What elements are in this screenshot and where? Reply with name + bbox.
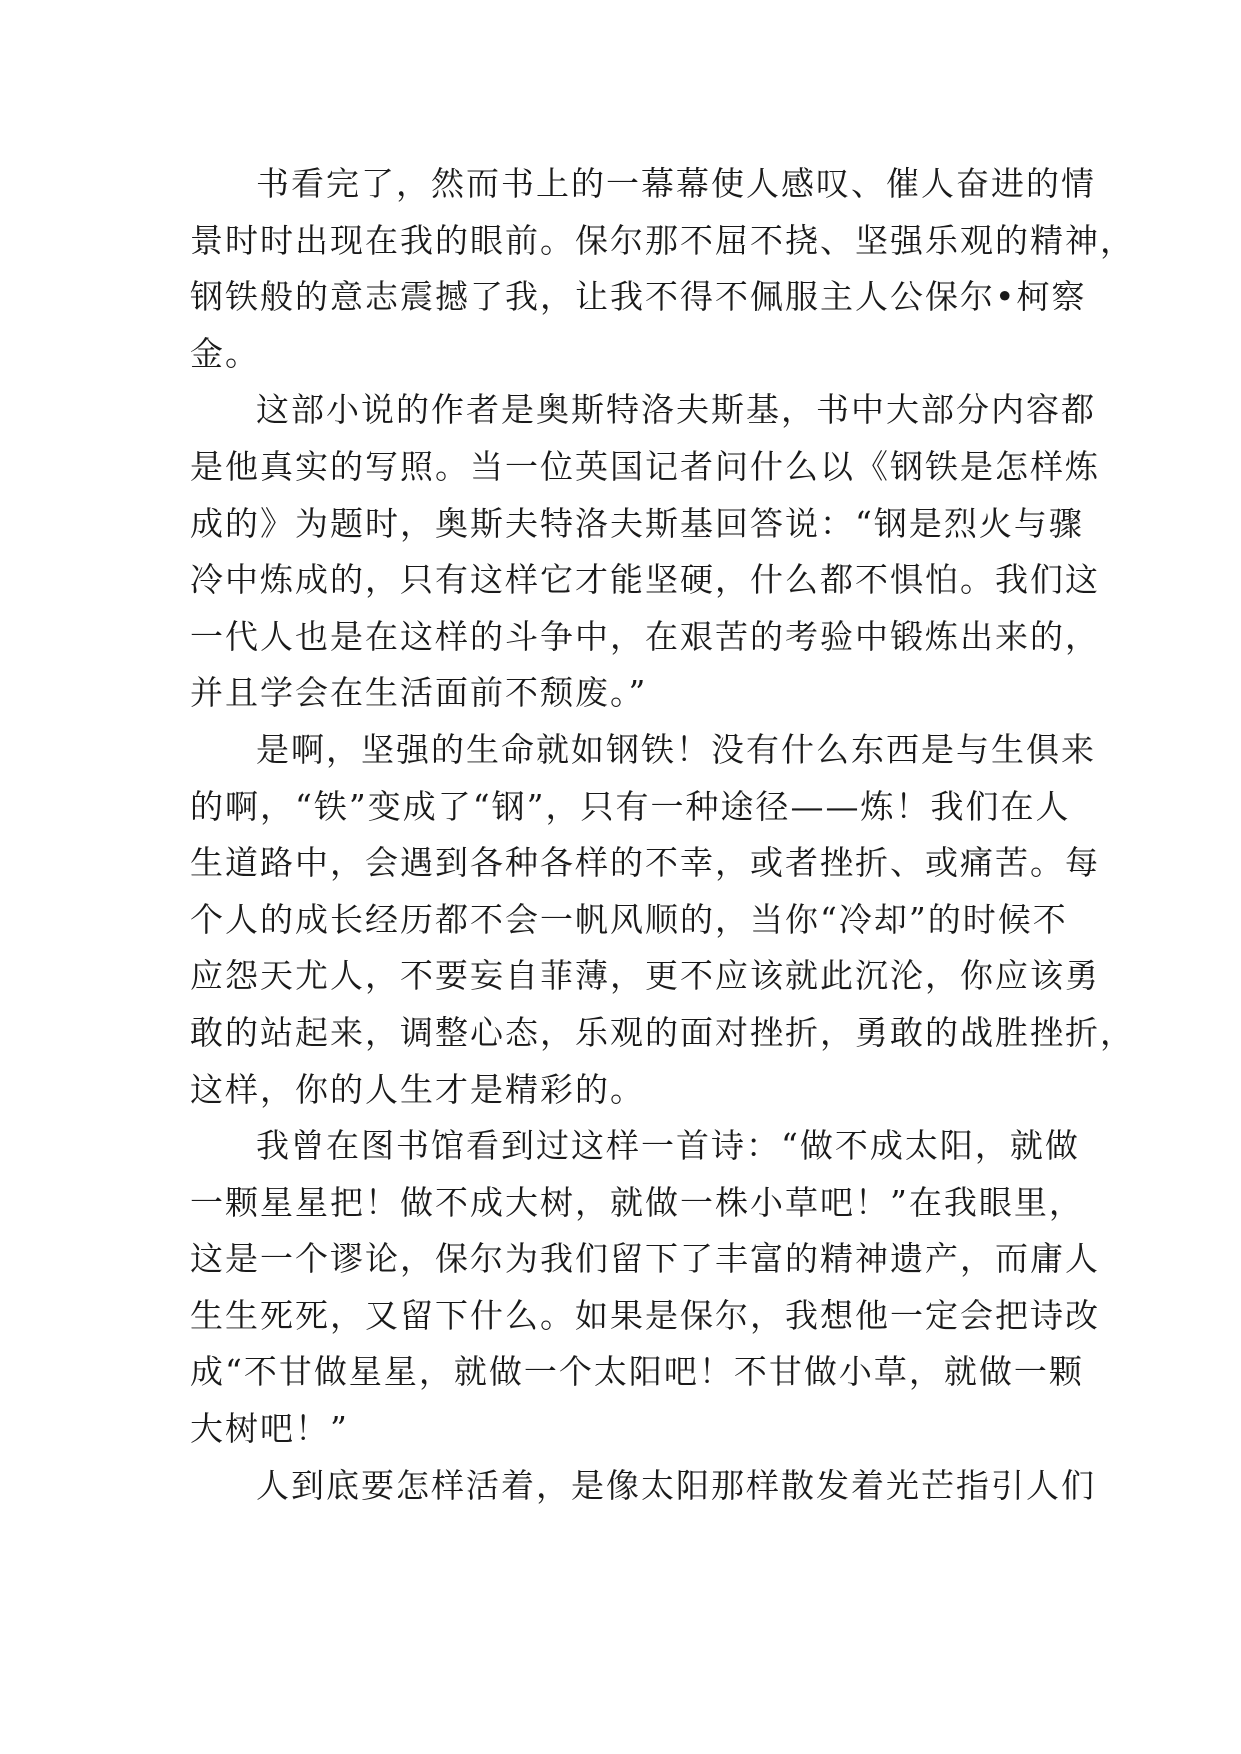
text-line: 个人的成长经历都不会一帆风顺的，当你“冷却”的时候不 (190, 899, 1068, 939)
text-line: 是他真实的写照。当一位英国记者问什么以《钢铁是怎样炼 (190, 446, 1100, 486)
text-line: 景时时出现在我的眼前。保尔那不屈不挠、坚强乐观的精神， (190, 220, 1135, 260)
paragraph-2 (190, 382, 1100, 722)
paragraph-3 (190, 722, 1135, 1118)
text-line: 生生死死，又留下什么。如果是保尔，我想他一定会把诗改 (190, 1295, 1100, 1335)
text-line: 大树吧！” (190, 1409, 349, 1449)
text-line: 一代人也是在这样的斗争中，在艰苦的考验中锻炼出来的， (190, 616, 1100, 656)
text-line: 冷中炼成的，只有这样它才能坚硬，什么都不惧怕。我们这 (190, 560, 1100, 600)
document-body (190, 156, 1135, 1514)
paragraph-4 (190, 1118, 1100, 1458)
text-line: 这样，你的人生才是精彩的。 (190, 1069, 645, 1109)
text-line: 这部小说的作者是奥斯特洛夫斯基，书中大部分内容都 (256, 390, 1096, 430)
text-line: 金。 (190, 333, 260, 373)
text-line: 敢的站起来，调整心态，乐观的面对挫折，勇敢的战胜挫折， (190, 1012, 1135, 1052)
text-line: 人到底要怎样活着，是像太阳那样散发着光芒指引人们 (256, 1465, 1096, 1505)
text-line: 成的》为题时，奥斯夫特洛夫斯基回答说：“钢是烈火与骤 (190, 503, 1084, 543)
text-line: 书看完了，然而书上的一幕幕使人感叹、催人奋进的情 (256, 164, 1096, 203)
text-line: 应怨天尤人，不要妄自菲薄，更不应该就此沉沦，你应该勇 (190, 956, 1100, 996)
text-line: 一颗星星把！做不成大树，就做一株小草吧！”在我眼里， (190, 1182, 1084, 1222)
paragraph-5 (190, 1458, 1096, 1515)
text-line: 钢铁般的意志震撼了我，让我不得不佩服主人公保尔•柯察 (190, 277, 1087, 317)
text-line: 成“不甘做星星，就做一个太阳吧！不甘做小草，就做一颗 (190, 1352, 1084, 1392)
text-line: 生道路中，会遇到各种各样的不幸，或者挫折、或痛苦。每 (190, 843, 1100, 883)
paragraph-1 (190, 156, 1135, 382)
text-line: 并且学会在生活面前不颓废。” (190, 673, 648, 713)
text-line: 我曾在图书馆看到过这样一首诗：“做不成太阳，就做 (256, 1126, 1080, 1166)
text-line: 这是一个谬论，保尔为我们留下了丰富的精神遗产，而庸人 (190, 1239, 1100, 1279)
text-line: 是啊，坚强的生命就如钢铁！没有什么东西是与生俱来 (256, 729, 1096, 769)
text-line: 的啊，“铁”变成了“钢”，只有一种途径——炼！我们在人 (190, 786, 1071, 826)
